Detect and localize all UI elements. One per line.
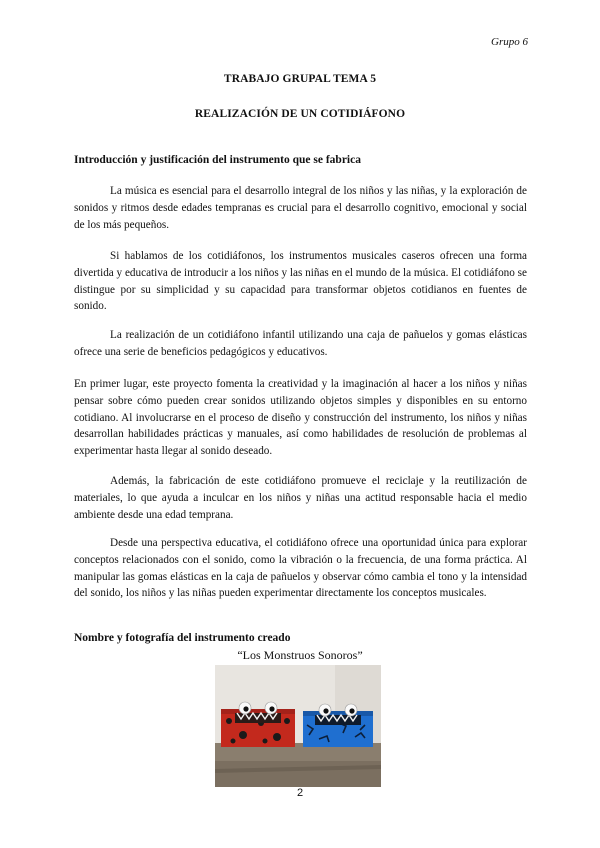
paragraph-1: La música es esencial para el desarrollo integral de los niños y las niñas, y la exploración de sonidos y ritmos desde edades tempranas es crucial para el desarrollo cognitivo, emocional y social de los más pequeños. xyxy=(74,185,527,231)
instrument-name-caption: “Los Monstruos Sonoros” xyxy=(237,648,363,662)
paragraph-5: Además, la fabricación de este cotidiáfono promueve el reciclaje y la reutilización de materiales, lo que ayuda a inculcar en los niños y niñas una actitud responsable hacia el medio ambiente desde una edad temprana. xyxy=(74,475,527,521)
instrument-photo xyxy=(215,665,381,787)
paragraph-3: La realización de un cotidiáfono infantil utilizando una caja de pañuelos y gomas elásticas ofrece una serie de beneficios pedagógicos y educativos. xyxy=(74,329,527,358)
document-subtitle: REALIZACIÓN DE UN COTIDIÁFONO xyxy=(194,108,406,120)
paragraph-4: En primer lugar, este proyecto fomenta la creatividad y la imaginación al hacer a los niños y niñas pensar sobre cómo pueden crear sonidos utilizando objetos simples y disponibles en su entorno cotidiano. Al involucrarse en el proceso de diseño y construcción del instrumento, los niños y niñas desarrollan habilidades prácticas y manuales, así como habilidades de resolución de problemas al experimentar hasta llegar al sonido deseado. xyxy=(74,378,527,458)
section-heading-introduction: Introducción y justificación del instrumento que se fabrica xyxy=(74,154,361,166)
page-number: 2 xyxy=(296,787,304,799)
paragraph-2: Si hablamos de los cotidiáfonos, los instrumentos musicales caseros ofrecen una forma divertida y educativa de introducir a los niños y las niñas en el mundo de la música. El cotidiáfono se distingue por su simplicidad y su capacidad para transformar objetos cotidianos en fuentes de sonido. xyxy=(74,250,527,313)
document-title: TRABAJO GRUPAL TEMA 5 xyxy=(223,73,377,85)
paragraph-6: Desde una perspectiva educativa, el cotidiáfono ofrece una oportunidad única para explorar conceptos relacionados con el sonido, como la vibración o la frecuencia, de una forma práctica. Al manipular las gomas elásticas en la caja de pañuelos y observar cómo cambia el tono y la intensidad del sonido, los niños y las niñas pueden experimentar directamente los conceptos musicales. xyxy=(74,537,527,600)
section-heading-instrument: Nombre y fotografía del instrumento creado xyxy=(74,632,291,644)
header-group-label: Grupo 6 xyxy=(491,36,528,48)
